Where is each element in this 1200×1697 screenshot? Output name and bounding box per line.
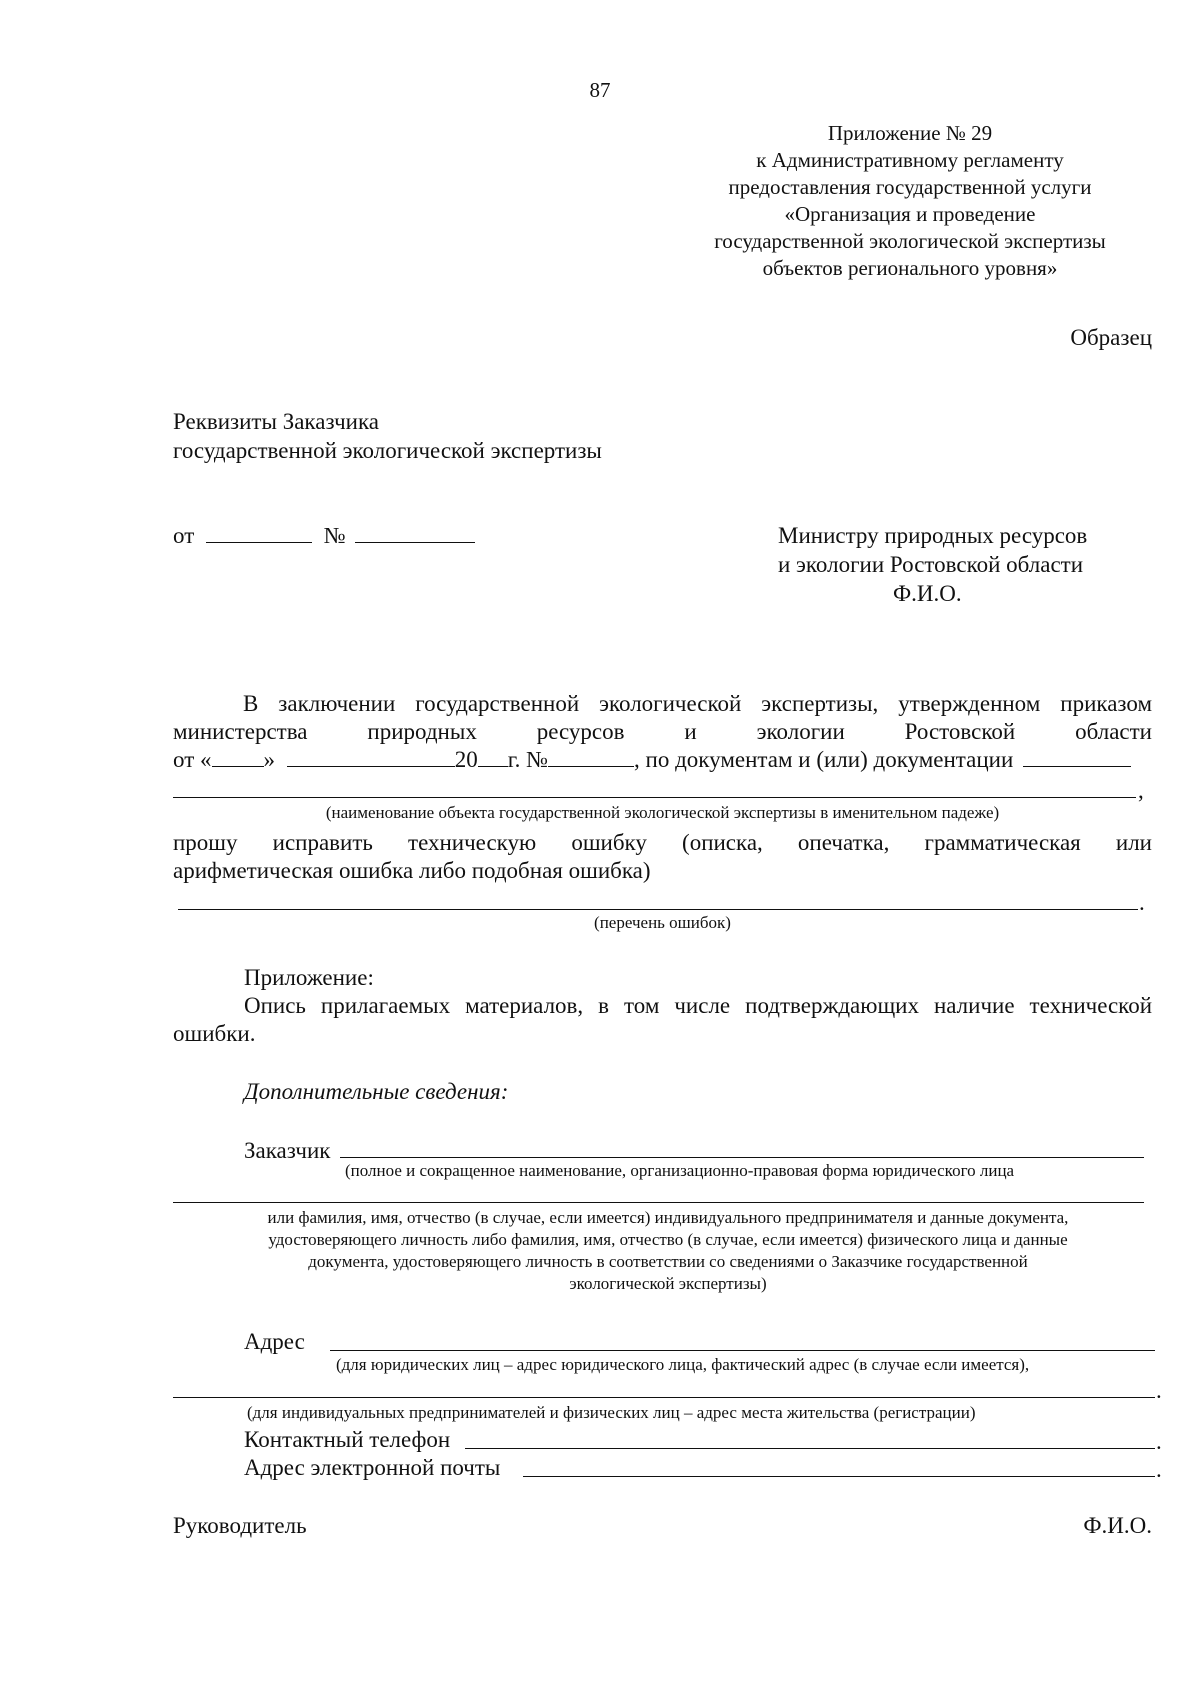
number-sign: № xyxy=(323,523,346,548)
addressee-name: Ф.И.О. xyxy=(893,581,962,606)
phone-line xyxy=(465,1448,1155,1449)
object-name-line xyxy=(173,797,1136,798)
quote-close: » xyxy=(263,747,275,772)
period: . xyxy=(1156,1457,1162,1482)
body-text: В заключении государственной экологической экспертизы, утвержденном приказом xyxy=(243,691,1152,716)
sample-label: Образец xyxy=(1070,325,1152,350)
address-caption: (для юридических лиц – адрес юридического лица, фактический адрес (в случае если имеется), xyxy=(336,1355,1030,1374)
customer-caption: (полное и сокращенное наименование, организационно-правовая форма юридического лица xyxy=(345,1161,1015,1180)
address-label: Адрес xyxy=(244,1329,305,1354)
errors-line xyxy=(178,909,1138,910)
order-no-blank xyxy=(548,745,634,767)
address-line xyxy=(330,1350,1155,1351)
customer-label: Заказчик xyxy=(244,1138,331,1163)
requisites-line: Реквизиты Заказчика xyxy=(173,409,379,434)
customer-caption-block xyxy=(173,1207,1163,1295)
date-blank xyxy=(206,521,312,543)
year-blank xyxy=(478,745,508,767)
customer-caption: экологической экспертизы) xyxy=(569,1274,767,1293)
customer-line-2 xyxy=(173,1202,1144,1203)
appendix-line: «Организация и проведение xyxy=(784,202,1036,226)
email-line xyxy=(523,1476,1155,1477)
body-line xyxy=(173,689,1152,718)
body-line: министерства природных ресурсов и экологии Ростовской области xyxy=(173,719,1152,744)
signature-head: Руководитель xyxy=(173,1513,307,1538)
additional-info-heading: Дополнительные сведения: xyxy=(244,1079,509,1104)
appendix-line: объектов регионального уровня» xyxy=(762,256,1058,280)
attachment-line: Опись прилагаемых материалов, в том числе подтверждающих наличие технической xyxy=(244,993,1152,1018)
month-blank xyxy=(287,745,455,767)
body-line: арифметическая ошибка либо подобная ошибка) xyxy=(173,858,651,883)
addressee-block xyxy=(778,521,1087,608)
number-blank xyxy=(355,521,475,543)
order-no-label: г. № xyxy=(507,747,549,772)
period: . xyxy=(1139,890,1145,915)
year-label: 20 xyxy=(454,747,478,772)
ot-label: от « xyxy=(173,747,212,772)
object-caption: (наименование объекта государственной экологической экспертизы в именительном падеже) xyxy=(325,803,1000,822)
attachment-line: ошибки. xyxy=(173,1021,256,1046)
customer-line xyxy=(340,1157,1144,1158)
addressee-line: и экологии Ростовской области xyxy=(778,552,1084,577)
body-line: прошу исправить техническую ошибку (описка, опечатка, грамматическая или xyxy=(173,830,1152,855)
attachment-title: Приложение: xyxy=(244,965,374,990)
docs-blank xyxy=(1023,745,1131,767)
customer-caption: документа, удостоверяющего личность в соответствии со сведениями о Заказчике государственной xyxy=(308,1252,1028,1271)
date-number-line xyxy=(173,521,475,550)
docs-label: , по документам и (или) документации xyxy=(634,747,1014,772)
appendix-block xyxy=(700,120,1120,282)
signature-name: Ф.И.О. xyxy=(1083,1513,1152,1538)
errors-caption: (перечень ошибок) xyxy=(594,913,731,932)
addressee-line: Министру природных ресурсов xyxy=(778,523,1088,548)
appendix-line: Приложение № 29 xyxy=(827,121,993,145)
address-line-2 xyxy=(173,1397,1155,1398)
address-caption: (для индивидуальных предпринимателей и физических лиц – адрес места жительства (регистрации) xyxy=(247,1403,976,1422)
from-label: от xyxy=(173,523,195,548)
requisites-line: государственной экологической экспертизы xyxy=(173,438,602,463)
appendix-line: к Административному регламенту xyxy=(756,148,1064,172)
comma: , xyxy=(1138,778,1144,803)
order-details-line xyxy=(173,745,1163,774)
phone-label: Контактный телефон xyxy=(244,1427,451,1452)
appendix-line: предоставления государственной услуги xyxy=(728,175,1092,199)
period: . xyxy=(1156,1378,1162,1403)
requisites-block xyxy=(173,407,602,465)
page-number: 87 xyxy=(589,78,611,102)
appendix-line: государственной экологической экспертизы xyxy=(714,229,1106,253)
day-blank xyxy=(212,745,264,767)
customer-caption: или фамилия, имя, отчество (в случае, если имеется) индивидуального предпринимателя и данные документа, xyxy=(267,1208,1069,1227)
period: . xyxy=(1156,1429,1162,1454)
customer-caption: удостоверяющего личность либо фамилия, имя, отчество (в случае, если имеется) физического лица и данные xyxy=(268,1230,1068,1249)
email-label: Адрес электронной почты xyxy=(244,1455,501,1480)
